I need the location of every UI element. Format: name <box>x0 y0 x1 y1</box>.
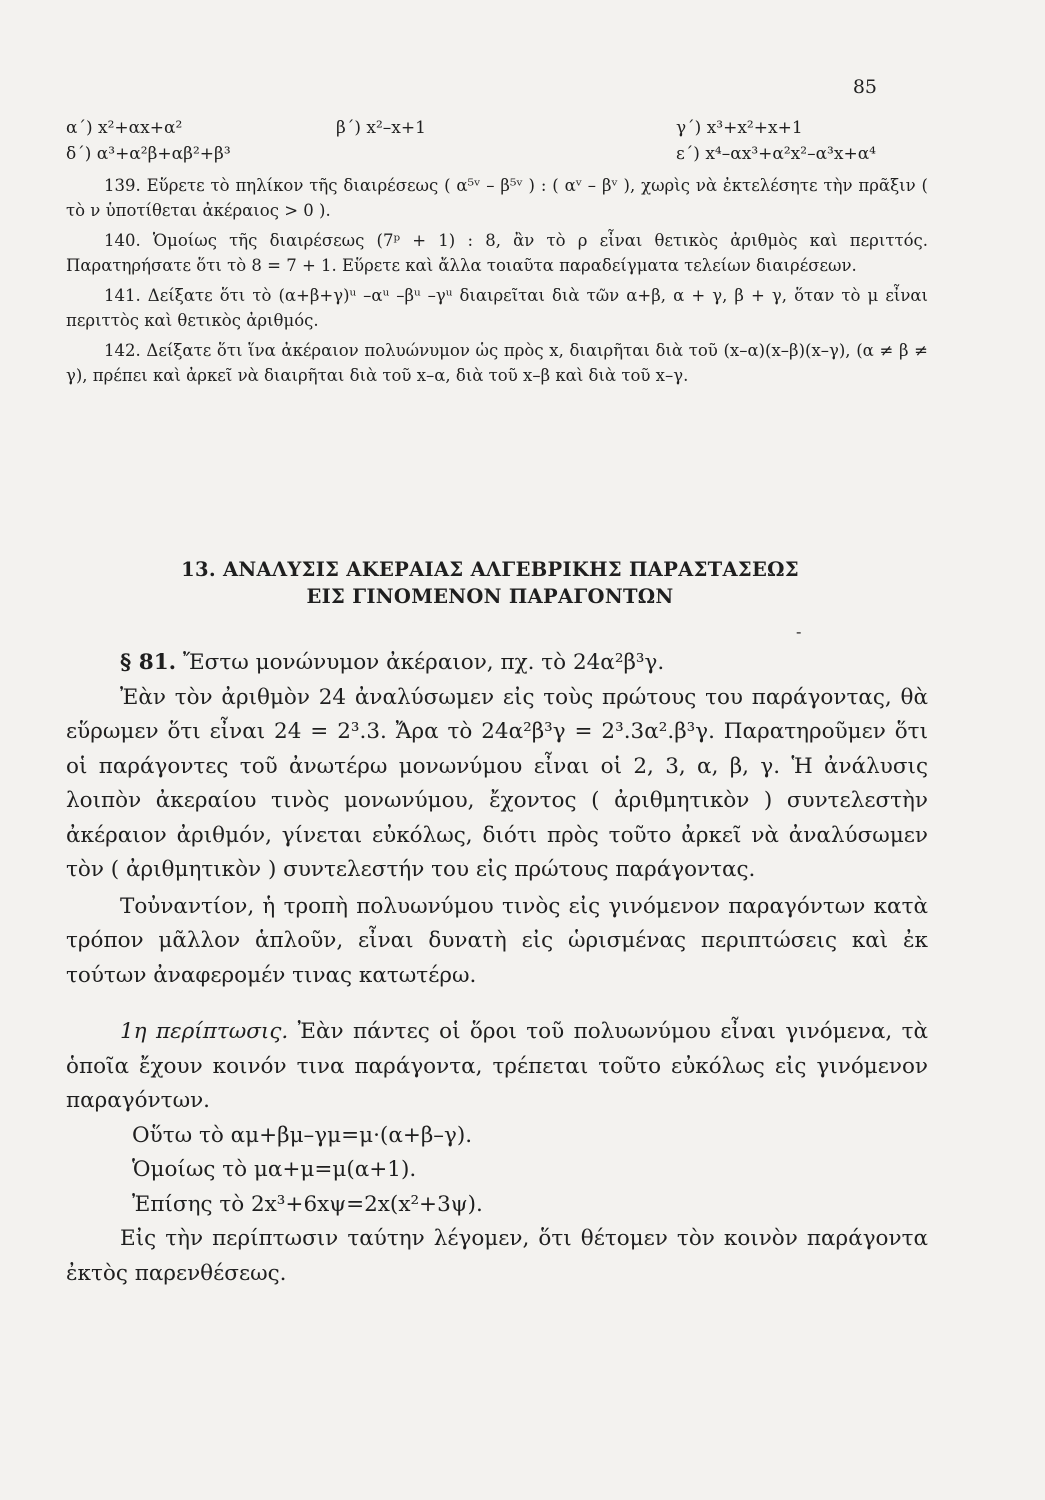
section-body <box>66 646 928 1291</box>
dash-mark: - <box>796 622 802 641</box>
problem-139: 139. Εὕρετε τὸ πηλίκον τῆς διαιρέσεως ( α⁵ᵛ – β⁵ᵛ ) : ( αᵛ – βᵛ ), χωρὶς νὰ ἐκτελέσητε τὴν πρᾶξιν ( τὸ ν ὑποτίθεται ἀκέραιος > 0 ). <box>66 176 928 220</box>
section-heading <box>60 556 920 610</box>
page-number: 85 <box>852 76 877 98</box>
paragraph-81-body: Ἐὰν τὸν ἀριθμὸν 24 ἀναλύσωμεν εἰς τοὺς πρώτους του παράγοντας, θὰ εὕρωμεν ὅτι εἶναι 24 = 2³.3. Ἄρα τὸ 24α²β³γ = 2³.3α².β³γ. Παρατηροῦμεν ὅτι οἱ παράγοντες τοῦ ἀνωτέρω μονωνύμου εἶναι οἱ 2, 3, α, β, γ. Ἡ ἀνάλυσις λοιπὸν ἀκεραίου τινὸς μονωνύμου, ἔχοντος ( ἀριθμητικὸν ) συντελεστὴν ἀκέραιον ἀριθμόν, γίνεται εὐκόλως, διότι πρὸς τοῦτο ἀρκεῖ νὰ ἀναλύσωμεν τὸν ( ἀριθμητικὸν ) συντελεστήν του εἰς πρώτους παράγοντας. <box>66 684 928 882</box>
exercise-delta: δ΄) α³+α²β+αβ²+β³ <box>66 144 231 164</box>
section-title-line-1: 13. ΑΝΑΛΥΣΙΣ ΑΚΕΡΑΙΑΣ ΑΛΓΕΒΡΙΚΗΣ ΠΑΡΑΣΤΑΣΕΩΣ <box>181 558 799 581</box>
case-1-paragraph <box>66 1015 928 1119</box>
exercise-row-1 <box>66 118 926 142</box>
closing-paragraph: Εἰς τὴν περίπτωσιν ταύτην λέγομεν, ὅτι θέτομεν τὸν κοινὸν παράγοντα ἐκτὸς παρενθέσεως. <box>66 1226 928 1286</box>
exercise-row-2 <box>66 144 926 168</box>
paragraph-symbol: § 81. <box>120 650 177 675</box>
exercise-gamma: γ΄) x³+x²+x+1 <box>676 118 803 138</box>
problems-block <box>66 174 928 388</box>
problem-140: 140. Ὁμοίως τῆς διαιρέσεως (7ᵖ + 1) : 8, ἂν τὸ ρ εἶναι θετικὸς ἀριθμὸς καὶ περιττός. Παρατηρήσατε ὅτι τὸ 8 = 7 + 1. Εὕρετε καὶ ἄλλα τοιαῦτα παραδείγματα τελείων διαιρέσεων. <box>66 231 928 275</box>
equation-2: Ὁμοίως τὸ μα+μ=μ(α+1). <box>132 1157 417 1182</box>
case-1-text: Ἐὰν πάντες οἱ ὅροι τοῦ πολυωνύμου εἶναι γινόμενα, τὰ ὁποῖα ἔχουν κοινόν τινα παράγοντα, τρέπεται τοῦτο εὐκόλως εἰς γινόμενον παραγόντων. <box>66 1019 928 1113</box>
problem-141: 141. Δείξατε ὅτι τὸ (α+β+γ)ᵘ –αᵘ –βᵘ –γᵘ διαιρεῖται διὰ τῶν α+β, α + γ, β + γ, ὅταν τὸ μ εἶναι περιττὸς καὶ θετικὸς ἀριθμός. <box>66 286 928 330</box>
exercise-alpha: α΄) x²+αx+α² <box>66 118 183 138</box>
equation-1: Οὕτω τὸ αμ+βμ–γμ=μ·(α+β–γ). <box>132 1122 473 1148</box>
case-1-label: 1η περίπτωσις. <box>120 1019 289 1044</box>
paragraph-81-contrast: Τοὐναντίον, ἡ τροπὴ πολυωνύμου τινὸς εἰς γινόμενον παραγόντων κατὰ τρόπον μᾶλλον ἁπλοῦν, εἶναι δυνατὴ εἰς ὡρισμένας περιπτώσεις καὶ ἐκ τούτων ἀναφερομέν τινας κατωτέρω. <box>66 893 928 988</box>
exercise-beta: β΄) x²–x+1 <box>336 118 426 138</box>
section-title-line-2: ΕΙΣ ΓΙΝΟΜΕΝΟΝ ΠΑΡΑΓΟΝΤΩΝ <box>306 585 674 608</box>
paragraph-81-first-line: Ἔστω μονώνυμον ἀκέραιον, πχ. τὸ 24α²β³γ. <box>182 650 665 675</box>
paragraph-81-intro <box>66 646 928 681</box>
equation-3: Ἐπίσης τὸ 2x³+6xψ=2x(x²+3ψ). <box>132 1191 483 1217</box>
exercise-epsilon: ε΄) x⁴–αx³+α²x²–α³x+α⁴ <box>676 144 876 164</box>
problem-142: 142. Δείξατε ὅτι ἵνα ἀκέραιον πολυώνυμον ὡς πρὸς x, διαιρῆται διὰ τοῦ (x–α)(x–β)(x–γ), (α ≠ β ≠ γ), πρέπει καὶ ἀρκεῖ νὰ διαιρῆται διὰ τοῦ x–α, διὰ τοῦ x–β καὶ διὰ τοῦ x–γ. <box>66 341 928 385</box>
